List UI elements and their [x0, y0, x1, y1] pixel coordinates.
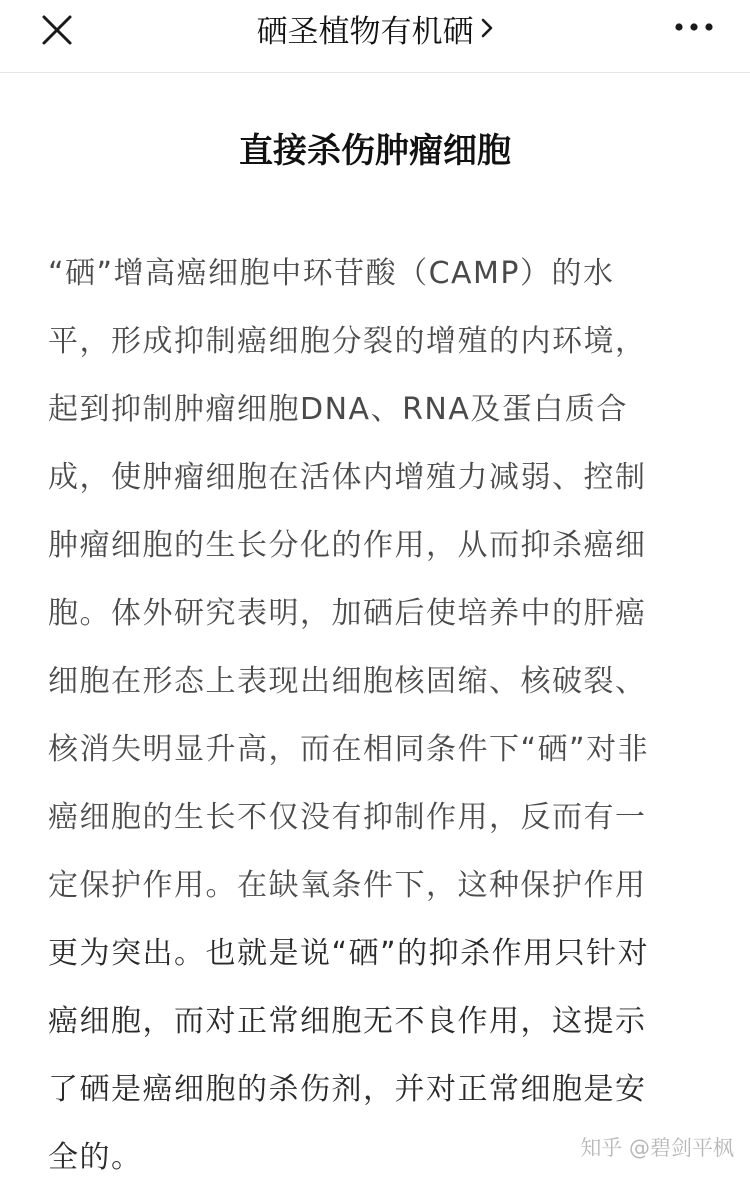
article-line: 定保护作用。在缺氧条件下，这种保护作用 — [48, 868, 647, 903]
account-name: 硒圣植物有机硒 — [256, 13, 474, 50]
article-line: 肿瘤细胞的生长分化的作用，从而抑杀癌细 — [48, 528, 647, 563]
article-line: 全的。 — [48, 1140, 143, 1175]
close-button[interactable] — [38, 11, 78, 51]
article-line: 细胞在形态上表现出细胞核固缩、核破裂、 — [48, 664, 647, 699]
article-line: 胞。体外研究表明，加硒后使培养中的肝癌 — [48, 596, 647, 631]
article-line: 成，使肿瘤细胞在活体内增殖力减弱、控制 — [48, 460, 647, 495]
zhihu-watermark: 知乎 @碧剑平枫 — [580, 1136, 734, 1160]
article-line: 起到抑制肿瘤细胞DNA、RNA及蛋白质合 — [48, 392, 628, 427]
article-line: “硒”增高癌细胞中环苷酸（CAMP）的水 — [48, 256, 615, 291]
article-line: 了硒是癌细胞的杀伤剂，并对正常细胞是安 — [48, 1072, 647, 1107]
more-dots-icon — [672, 16, 716, 38]
chevron-right-icon — [480, 16, 494, 40]
article-heading: 直接杀伤肿瘤细胞 — [239, 131, 511, 171]
article-line: 癌细胞的生长不仅没有抑制作用，反而有一 — [48, 800, 647, 835]
article-line: 癌细胞，而对正常细胞无不良作用，这提示 — [48, 1004, 647, 1039]
close-icon — [38, 11, 78, 51]
more-options-button[interactable] — [672, 16, 716, 38]
account-name-link[interactable] — [150, 8, 600, 48]
article-body — [48, 240, 700, 1192]
article-line: 更为突出。也就是说“硒”的抑杀作用只针对 — [48, 936, 650, 971]
article-line: 平，形成抑制癌细胞分裂的增殖的内环境， — [48, 324, 647, 359]
top-navigation-bar — [0, 0, 750, 73]
article-line: 核消失明显升高，而在相同条件下“硒”对非 — [48, 732, 650, 767]
